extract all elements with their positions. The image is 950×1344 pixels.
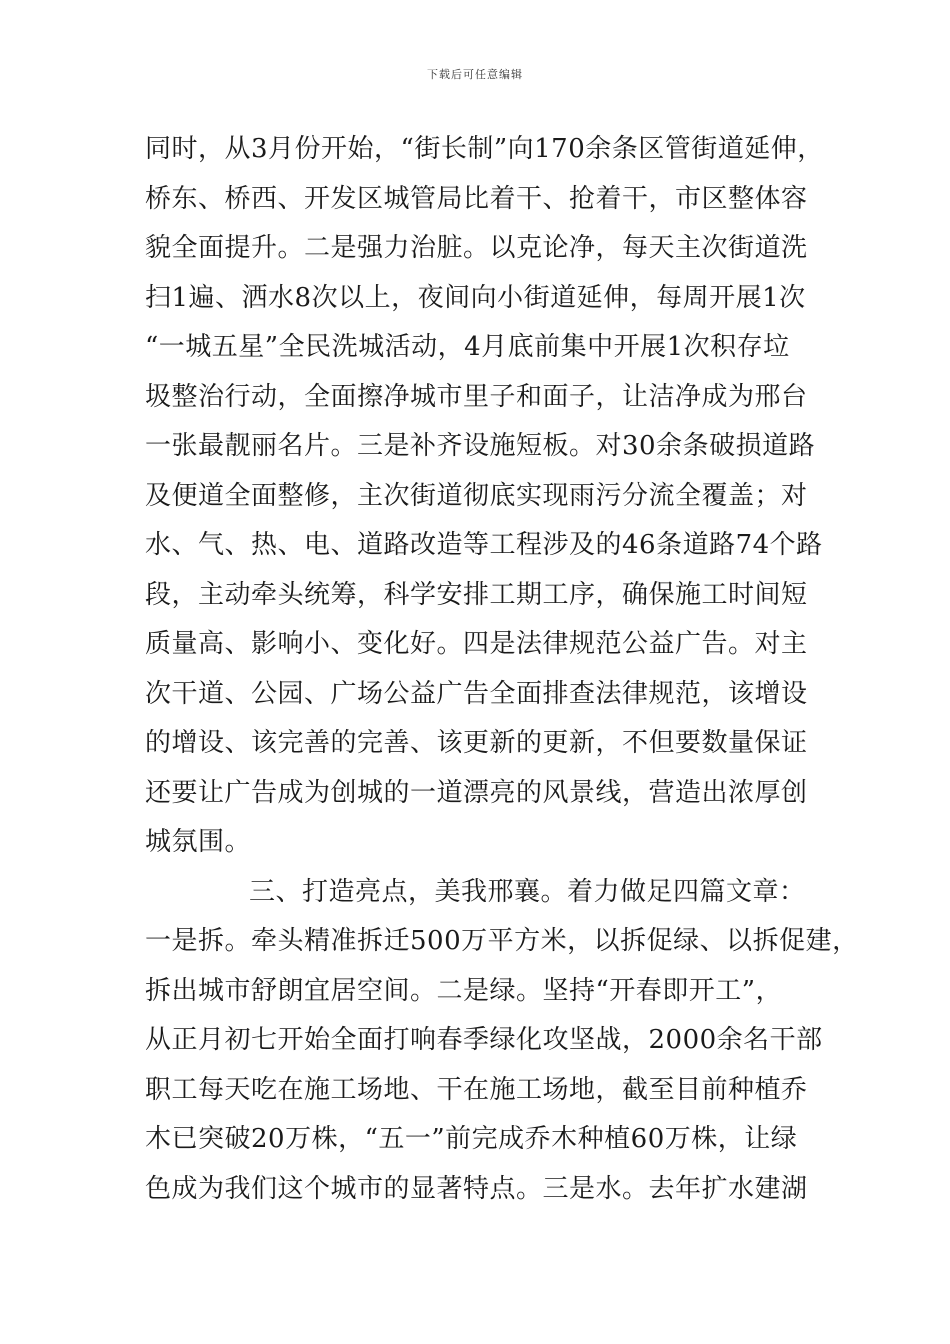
text-line: 一张最靓丽名片。三是补齐设施短板。对30余条破损道路 [145, 431, 816, 461]
text-line: 次干道、公园、广场公益广告全面排查法律规范，该增设 [145, 678, 808, 709]
text-line: 拆出城市舒朗宜居空间。二是绿。坚持“开春即开工”， [145, 975, 783, 1006]
text-line: 三、打造亮点，美我邢襄。着力做足四篇文章： [249, 876, 806, 907]
text-line: 扫1遍、洒水8次以上，夜间向小街道延伸，每周开展1次 [145, 282, 806, 313]
text-line: 同时，从3月份开始，“街长制”向170余条区管街道延伸， [145, 134, 824, 164]
text-line: 的增设、该完善的完善、该更新的更新，不但要数量保证 [145, 728, 808, 758]
text-line: 从正月初七开始全面打响春季绿化攻坚战，2000余名干部 [145, 1025, 823, 1055]
paragraph [145, 868, 859, 1215]
text-line: 貌全面提升。二是强力治脏。以克论净，每天主次街道洗 [145, 233, 808, 263]
text-line: 圾整治行动，全面擦净城市里子和面子，让洁净成为邢台 [145, 381, 808, 412]
text-line: 还要让广告成为创城的一道漂亮的风景线，营造出浓厚创 [145, 777, 808, 808]
text-line: 桥东、桥西、开发区城管局比着干、抢着干，市区整体容 [145, 183, 808, 214]
document-body [145, 125, 859, 1214]
text-line: “一城五星”全民洗城活动，4月底前集中开展1次积存垃 [145, 332, 790, 362]
text-line: 色成为我们这个城市的显著特点。三是水。去年扩水建湖 [145, 1173, 808, 1204]
text-line: 质量高、影响小、变化好。四是法律规范公益广告。对主 [145, 629, 808, 659]
text-line: 段，主动牵头统筹，科学安排工期工序，确保施工时间短 [145, 579, 808, 610]
page-header: 下载后可任意编辑 [427, 68, 523, 81]
text-line: 城氛围。 [145, 827, 252, 857]
text-line: 职工每天吃在施工场地、干在施工场地，截至目前种植乔 [145, 1074, 808, 1105]
text-line: 木已突破20万株，“五一”前完成乔木种植60万株，让绿 [145, 1124, 798, 1154]
text-line: 一是拆。牵头精准拆迁500万平方米，以拆促绿、以拆促建， [145, 926, 859, 956]
text-line: 及便道全面整修，主次街道彻底实现雨污分流全覆盖；对 [145, 480, 808, 511]
text-line: 水、气、热、电、道路改造等工程涉及的46条道路74个路 [145, 530, 823, 560]
paragraph [145, 125, 835, 868]
